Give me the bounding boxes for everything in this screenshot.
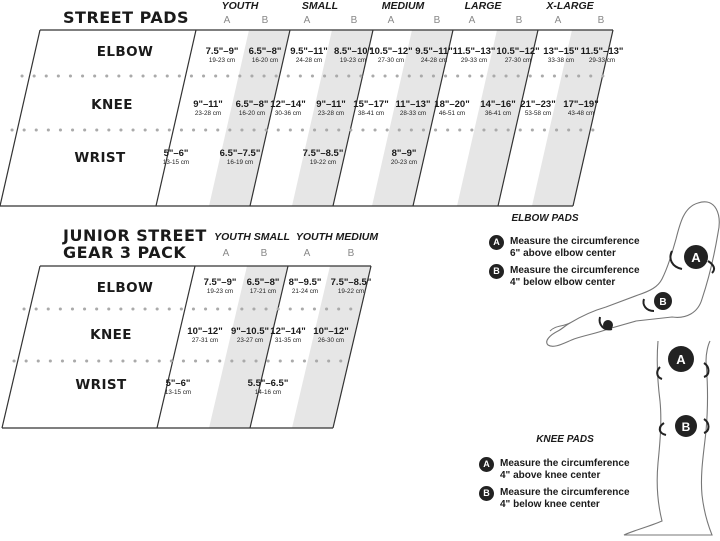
street-pads-title: STREET PADS xyxy=(63,8,190,27)
cell: 7.5"–9" 19-23 cm xyxy=(205,46,239,64)
col-b-label: B xyxy=(597,15,605,26)
size-youth-medium: YOUTH MEDIUM xyxy=(295,231,379,243)
cell: 17"–19" 43-48 cm xyxy=(563,99,599,117)
cell: 10.5"–12" 27-30 cm xyxy=(496,46,540,64)
size-youth: YOUTH xyxy=(221,0,259,12)
col-a-label: A xyxy=(303,248,311,259)
cell: 11"–13" 28-33 cm xyxy=(395,99,431,117)
cell: 14"–16" 36-41 cm xyxy=(480,99,516,117)
size-medium: MEDIUM xyxy=(381,0,425,12)
wrist-point xyxy=(603,320,613,330)
cell: 6.5"–7.5" 16-19 cm xyxy=(219,148,261,166)
row-label-knee: KNEE xyxy=(91,97,133,113)
col-b-label: B xyxy=(515,15,523,26)
cell: 9.5"–11" 24-28 cm xyxy=(415,46,453,64)
junior-title-line1: JUNIOR STREET xyxy=(63,226,207,245)
elbow-point-b-label: B xyxy=(659,297,667,308)
leg-outline xyxy=(624,341,712,535)
cell: 12"–14" 31-35 cm xyxy=(270,326,306,344)
row-label-wrist: WRIST xyxy=(74,150,126,166)
row-label-elbow: ELBOW xyxy=(96,280,154,296)
knee-point-a-label: A xyxy=(676,352,686,367)
cell: 10.5"–12" 27-30 cm xyxy=(369,46,413,64)
col-a-label: A xyxy=(222,248,230,259)
cell: 21"–23" 53-58 cm xyxy=(520,99,556,117)
rotate-arrow-icon xyxy=(657,367,662,379)
size-small: SMALL xyxy=(301,0,339,12)
cell: 8"–9" 20-23 cm xyxy=(390,148,418,166)
cell: 9"–11" 23-28 cm xyxy=(316,99,346,117)
knee-point-b-label: B xyxy=(681,420,691,434)
junior-title-line2: GEAR 3 PACK xyxy=(63,243,187,262)
cell: 5"–6" 13-15 cm xyxy=(164,378,192,396)
cell: 11.5"–13" 29-33 cm xyxy=(580,46,624,64)
knee-b-text: Measure the circumference 4" below knee center xyxy=(500,487,630,510)
cell: 10"–12" 26-30 cm xyxy=(313,326,349,344)
cell: 5"–6" 13-15 cm xyxy=(162,148,190,166)
cell: 6.5"–8" 16-20 cm xyxy=(248,46,282,64)
cell: 18"–20" 46-51 cm xyxy=(434,99,470,117)
col-b-label: B xyxy=(261,15,269,26)
knee-guide-title: KNEE PADS xyxy=(536,434,594,445)
cell: 8.5"–10" 19-23 cm xyxy=(333,46,373,64)
row-label-knee: KNEE xyxy=(90,327,132,343)
arm-outline xyxy=(547,202,719,346)
badge-a: A xyxy=(489,235,504,250)
col-b-label: B xyxy=(260,248,268,259)
knee-a-text: Measure the circumference 4" above knee center xyxy=(500,458,630,481)
size-large: LARGE xyxy=(464,0,502,12)
badge-a: A xyxy=(479,457,494,472)
rotate-arrow-icon xyxy=(670,251,682,269)
cell: 9.5"–11" 24-28 cm xyxy=(290,46,328,64)
elbow-point-a-label: A xyxy=(691,250,701,265)
cell: 15"–17" 38-41 cm xyxy=(353,99,389,117)
size-youth-small: YOUTH SMALL xyxy=(214,231,290,243)
elbow-a-text: Measure the circumference 6" above elbow center xyxy=(510,236,640,259)
size-x-large: X-LARGE xyxy=(546,0,594,12)
cell: 11.5"–13" 29-33 cm xyxy=(452,46,496,64)
cell: 10"–12" 27-31 cm xyxy=(187,326,223,344)
col-a-label: A xyxy=(387,15,395,26)
col-a-label: A xyxy=(223,15,231,26)
col-a-label: A xyxy=(468,15,476,26)
cell: 9"–10.5" 23-27 cm xyxy=(230,326,270,344)
col-a-label: A xyxy=(303,15,311,26)
badge-b: B xyxy=(489,264,504,279)
col-b-label: B xyxy=(433,15,441,26)
cell: 5.5"–6.5" 14-16 cm xyxy=(247,378,289,396)
cell: 6.5"–8" 16-20 cm xyxy=(235,99,269,117)
rotate-arrow-icon xyxy=(660,423,666,435)
elbow-guide-title: ELBOW PADS xyxy=(511,213,579,224)
rotate-arrow-icon xyxy=(643,299,654,311)
row-label-elbow: ELBOW xyxy=(96,44,154,60)
cell: 6.5"–8" 17-21 cm xyxy=(246,277,280,295)
cell: 13"–15" 33-38 cm xyxy=(543,46,579,64)
col-b-label: B xyxy=(347,248,355,259)
row-label-wrist: WRIST xyxy=(75,377,127,393)
body-diagram xyxy=(540,195,720,541)
col-b-label: B xyxy=(350,15,358,26)
cell: 7.5"–8.5" 19-22 cm xyxy=(330,277,372,295)
col-a-label: A xyxy=(554,15,562,26)
badge-b: B xyxy=(479,486,494,501)
cell: 7.5"–8.5" 19-22 cm xyxy=(302,148,344,166)
cell: 8"–9.5" 21-24 cm xyxy=(288,277,322,295)
cell: 9"–11" 23-28 cm xyxy=(193,99,223,117)
elbow-b-text: Measure the circumference 4" below elbow center xyxy=(510,265,640,288)
cell: 12"–14" 30-36 cm xyxy=(270,99,306,117)
cell: 7.5"–9" 19-23 cm xyxy=(203,277,237,295)
